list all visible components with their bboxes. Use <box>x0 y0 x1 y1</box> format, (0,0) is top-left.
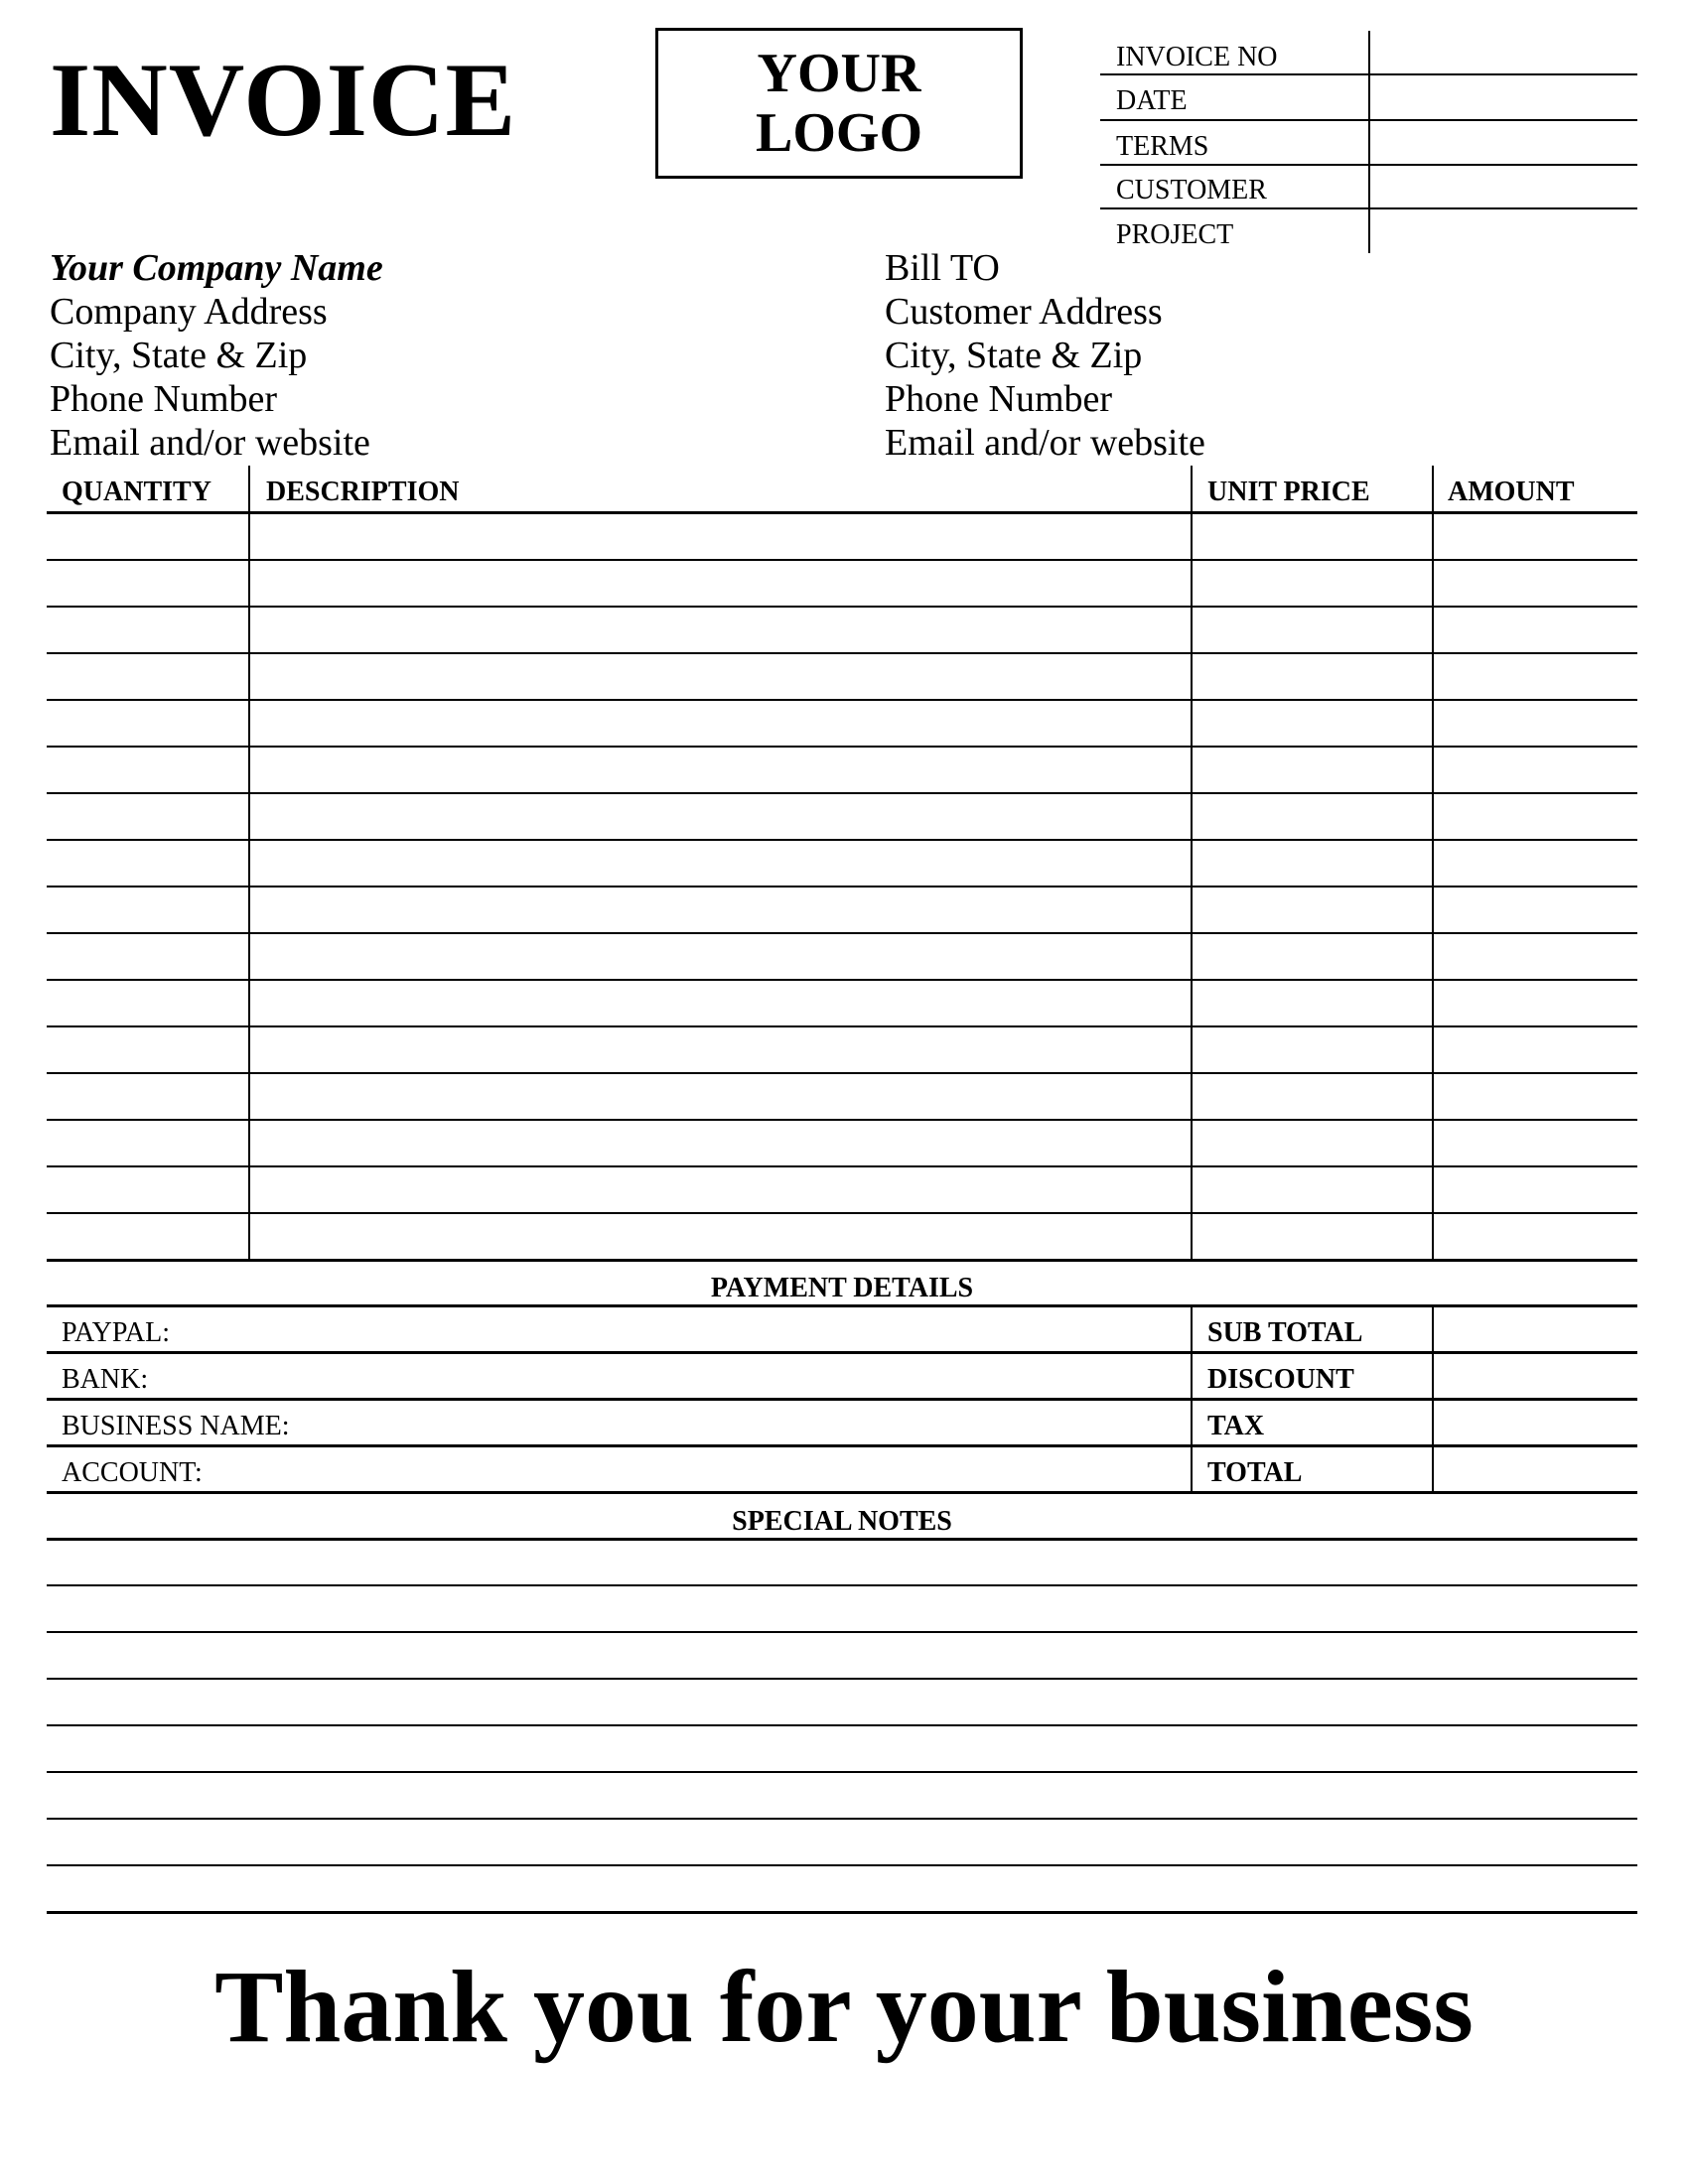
notes-line-field[interactable] <box>50 1775 1634 1816</box>
cell-quantity[interactable] <box>51 843 245 884</box>
cell-amount[interactable] <box>1437 1216 1633 1257</box>
customer-address: Customer Address <box>885 291 1163 333</box>
payment-details-title: PAYMENT DETAILS <box>710 1273 974 1303</box>
notes-line <box>47 1911 1637 1914</box>
cell-unit-price[interactable] <box>1196 1076 1429 1117</box>
total-label: DISCOUNT <box>1207 1364 1354 1395</box>
cell-unit-price[interactable] <box>1196 983 1429 1024</box>
row-divider <box>47 746 1637 748</box>
cell-amount[interactable] <box>1437 1123 1633 1163</box>
cell-unit-price[interactable] <box>1196 843 1429 884</box>
divider <box>1100 73 1637 75</box>
cell-description[interactable] <box>253 1169 1188 1210</box>
divider <box>1100 119 1637 121</box>
row-divider <box>47 652 1637 654</box>
column-divider <box>248 466 250 1260</box>
cell-quantity[interactable] <box>51 936 245 977</box>
divider <box>1368 31 1370 253</box>
notes-line-field[interactable] <box>50 1635 1634 1676</box>
cell-quantity[interactable] <box>51 1123 245 1163</box>
cell-quantity[interactable] <box>51 1029 245 1070</box>
cell-unit-price[interactable] <box>1196 750 1429 790</box>
notes-line <box>47 1631 1637 1633</box>
cell-description[interactable] <box>253 936 1188 977</box>
cell-amount[interactable] <box>1437 1076 1633 1117</box>
cell-quantity[interactable] <box>51 750 245 790</box>
cell-description[interactable] <box>253 983 1188 1024</box>
cell-amount[interactable] <box>1437 563 1633 604</box>
cell-unit-price[interactable] <box>1196 563 1429 604</box>
cell-amount[interactable] <box>1437 843 1633 884</box>
cell-description[interactable] <box>253 1123 1188 1163</box>
cell-unit-price[interactable] <box>1196 1029 1429 1070</box>
payment-field-label: PAYPAL: <box>62 1317 170 1348</box>
payment-field-input[interactable] <box>258 1308 1182 1349</box>
customer-field[interactable] <box>1374 168 1632 205</box>
row-divider <box>47 792 1637 794</box>
cell-description[interactable] <box>253 1029 1188 1070</box>
divider <box>1100 164 1637 166</box>
cell-unit-price[interactable] <box>1196 1123 1429 1163</box>
total-value-field[interactable] <box>1437 1308 1633 1349</box>
cell-amount[interactable] <box>1437 1029 1633 1070</box>
total-value-field[interactable] <box>1437 1402 1633 1442</box>
divider <box>47 1538 1637 1541</box>
column-header-quantity: QUANTITY <box>62 477 211 507</box>
cell-amount[interactable] <box>1437 750 1633 790</box>
column-header-amount: AMOUNT <box>1448 477 1575 507</box>
divider <box>1100 207 1637 209</box>
cell-description[interactable] <box>253 796 1188 837</box>
cell-description[interactable] <box>253 516 1188 557</box>
cell-unit-price[interactable] <box>1196 796 1429 837</box>
notes-line <box>47 1771 1637 1773</box>
cell-unit-price[interactable] <box>1196 1169 1429 1210</box>
cell-amount[interactable] <box>1437 796 1633 837</box>
column-header-description: DESCRIPTION <box>266 477 460 507</box>
terms-label: TERMS <box>1116 131 1209 162</box>
total-label: TAX <box>1207 1411 1265 1441</box>
company-address: Company Address <box>50 291 328 333</box>
project-field[interactable] <box>1374 211 1632 251</box>
customer-city: City, State & Zip <box>885 335 1143 376</box>
payment-field-label: BUSINESS NAME: <box>62 1411 290 1441</box>
total-value-field[interactable] <box>1437 1448 1633 1489</box>
cell-description[interactable] <box>253 610 1188 650</box>
row-divider <box>47 699 1637 701</box>
customer-phone: Phone Number <box>885 378 1113 420</box>
payment-field-input[interactable] <box>258 1448 1182 1489</box>
notes-line-field[interactable] <box>50 1868 1634 1909</box>
company-block <box>50 246 383 465</box>
cell-description[interactable] <box>253 750 1188 790</box>
cell-quantity[interactable] <box>51 796 245 837</box>
divider <box>47 1351 1637 1354</box>
invoice-title: INVOICE <box>50 42 517 158</box>
bill-to-title: Bill TO <box>885 247 1000 289</box>
column-divider <box>1191 466 1193 1260</box>
cell-quantity[interactable] <box>51 563 245 604</box>
payment-field-input[interactable] <box>258 1355 1182 1396</box>
notes-line <box>47 1678 1637 1680</box>
cell-amount[interactable] <box>1437 983 1633 1024</box>
company-city: City, State & Zip <box>50 335 308 376</box>
customer-email: Email and/or website <box>885 422 1205 464</box>
bill-to-block <box>885 246 1205 465</box>
row-divider <box>47 886 1637 887</box>
project-label: PROJECT <box>1116 219 1234 250</box>
special-notes-title: SPECIAL NOTES <box>732 1506 952 1537</box>
divider <box>47 1304 1637 1307</box>
cell-quantity[interactable] <box>51 610 245 650</box>
cell-unit-price[interactable] <box>1196 1216 1429 1257</box>
divider <box>47 1444 1637 1447</box>
total-value-field[interactable] <box>1437 1355 1633 1396</box>
cell-quantity[interactable] <box>51 656 245 697</box>
cell-unit-price[interactable] <box>1196 703 1429 744</box>
cell-quantity[interactable] <box>51 889 245 930</box>
cell-description[interactable] <box>253 843 1188 884</box>
cell-unit-price[interactable] <box>1196 889 1429 930</box>
payment-field-label: ACCOUNT: <box>62 1457 203 1488</box>
notes-line <box>47 1818 1637 1820</box>
row-divider <box>47 979 1637 981</box>
row-divider <box>47 1025 1637 1027</box>
cell-amount[interactable] <box>1437 1169 1633 1210</box>
cell-amount[interactable] <box>1437 703 1633 744</box>
cell-quantity[interactable] <box>51 1216 245 1257</box>
divider <box>47 1398 1637 1401</box>
divider <box>47 1491 1637 1494</box>
terms-field[interactable] <box>1374 123 1632 162</box>
cell-description[interactable] <box>253 1216 1188 1257</box>
row-divider <box>47 1212 1637 1214</box>
cell-quantity[interactable] <box>51 983 245 1024</box>
notes-line <box>47 1864 1637 1866</box>
cell-amount[interactable] <box>1437 656 1633 697</box>
column-header-unit-price: UNIT PRICE <box>1207 477 1370 507</box>
thank-you-message: Thank you for your business <box>214 1950 1474 2064</box>
cell-amount[interactable] <box>1437 936 1633 977</box>
cell-unit-price[interactable] <box>1196 610 1429 650</box>
cell-amount[interactable] <box>1437 610 1633 650</box>
payment-field-label: BANK: <box>62 1364 149 1395</box>
total-label: TOTAL <box>1207 1457 1303 1488</box>
row-divider <box>47 839 1637 841</box>
cell-description[interactable] <box>253 703 1188 744</box>
row-divider <box>47 1259 1637 1262</box>
row-divider <box>47 932 1637 934</box>
row-divider <box>47 1072 1637 1074</box>
logo-placeholder <box>655 28 1023 179</box>
cell-amount[interactable] <box>1437 516 1633 557</box>
total-label: SUB TOTAL <box>1207 1317 1363 1348</box>
cell-description[interactable] <box>253 656 1188 697</box>
cell-description[interactable] <box>253 1076 1188 1117</box>
customer-label: CUSTOMER <box>1116 175 1267 205</box>
notes-line-field[interactable] <box>50 1728 1634 1769</box>
cell-description[interactable] <box>253 563 1188 604</box>
column-divider <box>1432 466 1434 1260</box>
notes-line-field[interactable] <box>50 1822 1634 1862</box>
cell-unit-price[interactable] <box>1196 936 1429 977</box>
company-phone: Phone Number <box>50 378 278 420</box>
company-name: Your Company Name <box>50 247 383 289</box>
invoice-no-label: INVOICE NO <box>1116 42 1278 72</box>
cell-quantity[interactable] <box>51 1076 245 1117</box>
notes-line-field[interactable] <box>50 1682 1634 1722</box>
notes-line-field[interactable] <box>50 1588 1634 1629</box>
cell-quantity[interactable] <box>51 516 245 557</box>
row-divider <box>47 606 1637 608</box>
notes-line-field[interactable] <box>50 1542 1634 1582</box>
notes-line <box>47 1724 1637 1726</box>
row-divider <box>47 559 1637 561</box>
company-email: Email and/or website <box>50 422 370 464</box>
row-divider <box>47 1165 1637 1167</box>
row-divider <box>47 1119 1637 1121</box>
date-label: DATE <box>1116 85 1188 116</box>
date-field[interactable] <box>1374 77 1632 117</box>
logo-text-line1: YOUR <box>757 43 921 104</box>
cell-quantity[interactable] <box>51 703 245 744</box>
header-divider <box>47 511 1637 514</box>
cell-unit-price[interactable] <box>1196 656 1429 697</box>
invoice-no-field[interactable] <box>1374 34 1632 71</box>
logo-text-line2: LOGO <box>755 102 923 164</box>
cell-unit-price[interactable] <box>1196 516 1429 557</box>
payment-field-input[interactable] <box>258 1402 1182 1442</box>
notes-line <box>47 1584 1637 1586</box>
cell-description[interactable] <box>253 889 1188 930</box>
cell-quantity[interactable] <box>51 1169 245 1210</box>
cell-amount[interactable] <box>1437 889 1633 930</box>
